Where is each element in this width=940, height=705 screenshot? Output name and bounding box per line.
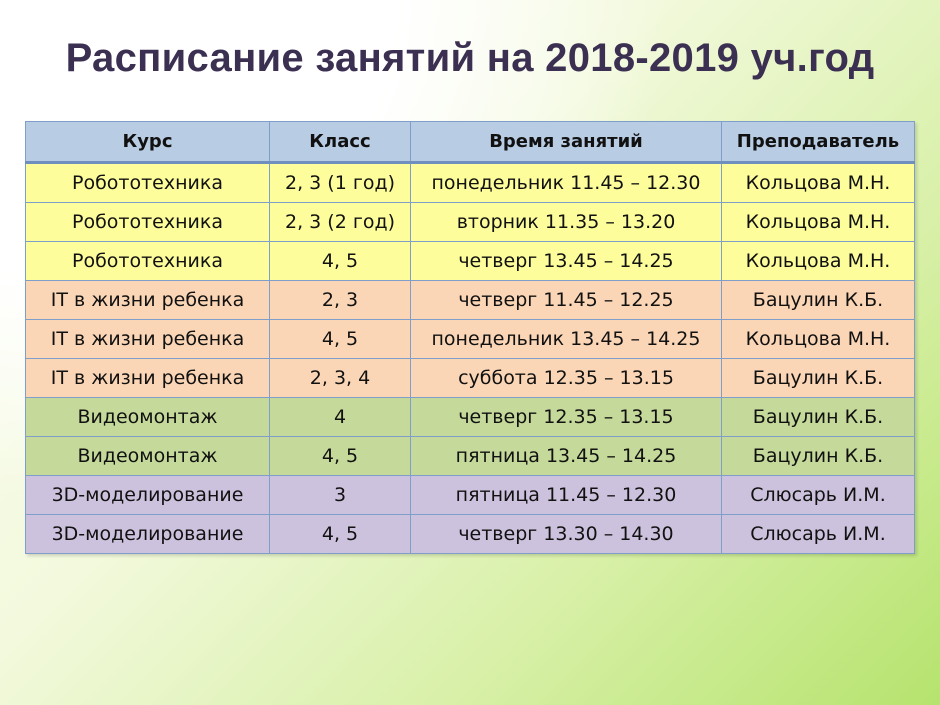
table-row <box>26 242 915 281</box>
cell-time: вторник 11.35 – 13.20 <box>411 203 722 242</box>
cell-teacher: Кольцова М.Н. <box>722 320 915 359</box>
cell-grade: 4 <box>270 398 411 437</box>
table-row <box>26 515 915 554</box>
cell-teacher: Слюсарь И.М. <box>722 515 915 554</box>
cell-grade: 3 <box>270 476 411 515</box>
table-header <box>26 122 915 163</box>
cell-time: пятница 11.45 – 12.30 <box>411 476 722 515</box>
cell-teacher: Кольцова М.Н. <box>722 163 915 203</box>
cell-course: 3D-моделирование <box>26 476 270 515</box>
cell-grade: 4, 5 <box>270 437 411 476</box>
cell-teacher: Бацулин К.Б. <box>722 398 915 437</box>
cell-course: 3D-моделирование <box>26 515 270 554</box>
cell-time: четверг 12.35 – 13.15 <box>411 398 722 437</box>
cell-teacher: Кольцова М.Н. <box>722 203 915 242</box>
table-row <box>26 203 915 242</box>
cell-course: IT в жизни ребенка <box>26 359 270 398</box>
cell-grade: 4, 5 <box>270 242 411 281</box>
cell-teacher: Бацулин К.Б. <box>722 437 915 476</box>
cell-time: четверг 13.30 – 14.30 <box>411 515 722 554</box>
cell-teacher: Бацулин К.Б. <box>722 359 915 398</box>
cell-course: Робототехника <box>26 163 270 203</box>
cell-time: пятница 13.45 – 14.25 <box>411 437 722 476</box>
table-row <box>26 281 915 320</box>
cell-grade: 4, 5 <box>270 320 411 359</box>
header-teacher: Преподаватель <box>722 122 915 163</box>
table-body <box>26 163 915 554</box>
table-row <box>26 437 915 476</box>
cell-course: Робототехника <box>26 242 270 281</box>
cell-time: четверг 11.45 – 12.25 <box>411 281 722 320</box>
table-row <box>26 320 915 359</box>
cell-teacher: Бацулин К.Б. <box>722 281 915 320</box>
table-row <box>26 163 915 203</box>
cell-grade: 2, 3 (2 год) <box>270 203 411 242</box>
cell-teacher: Кольцова М.Н. <box>722 242 915 281</box>
cell-time: понедельник 13.45 – 14.25 <box>411 320 722 359</box>
table-row <box>26 476 915 515</box>
table-row <box>26 398 915 437</box>
cell-course: Видеомонтаж <box>26 398 270 437</box>
cell-grade: 4, 5 <box>270 515 411 554</box>
cell-teacher: Слюсарь И.М. <box>722 476 915 515</box>
header-course: Курс <box>26 122 270 163</box>
cell-time: суббота 12.35 – 13.15 <box>411 359 722 398</box>
cell-grade: 2, 3 (1 год) <box>270 163 411 203</box>
cell-course: Робототехника <box>26 203 270 242</box>
header-row <box>26 122 915 163</box>
cell-grade: 2, 3, 4 <box>270 359 411 398</box>
cell-course: IT в жизни ребенка <box>26 281 270 320</box>
header-grade: Класс <box>270 122 411 163</box>
cell-course: IT в жизни ребенка <box>26 320 270 359</box>
page-title: Расписание занятий на 2018-2019 уч.год <box>65 36 875 80</box>
table-row <box>26 359 915 398</box>
schedule-table <box>25 121 915 554</box>
cell-time: четверг 13.45 – 14.25 <box>411 242 722 281</box>
cell-course: Видеомонтаж <box>26 437 270 476</box>
cell-grade: 2, 3 <box>270 281 411 320</box>
cell-time: понедельник 11.45 – 12.30 <box>411 163 722 203</box>
header-time: Время занятий <box>411 122 722 163</box>
